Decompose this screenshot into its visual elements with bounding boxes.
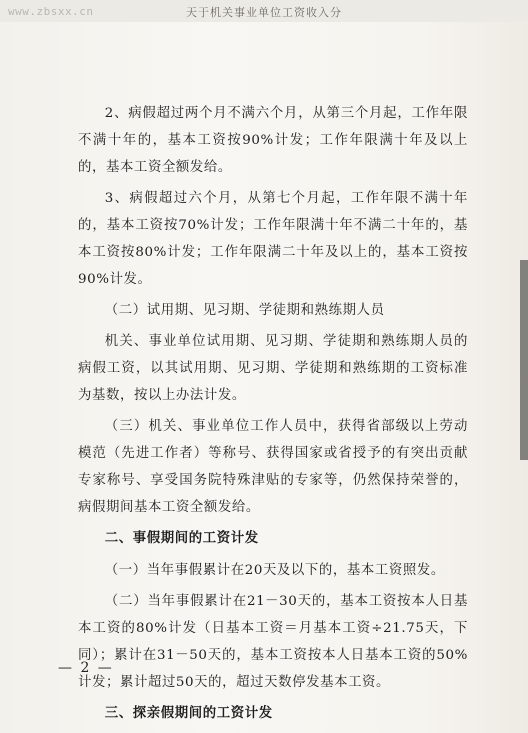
paragraph: 机关、事业单位试用期、见习期、学徒期和熟练期人员的病假工资，以其试用期、见习期、学徒期和熟练期的工资标准为基数，按以上办法计发。: [78, 334, 468, 403]
section-heading: 三、探亲假期间的工资计发: [104, 706, 273, 721]
paragraph: 2、病假超过两个月不满六个月，从第三个月起，工作年限不满十年的，基本工资按90%计发；工作年限满十年及以上的，基本工资全额发给。: [78, 106, 468, 175]
paragraph: （三）机关、事业单位工作人员中，获得省部级以上劳动模范（先进工作者）等称号、获得国家或省授予的有突出贡献专家称号、享受国务院特殊津贴的专家等，仍然保持荣誉的，病假期间基本工资全额发给。: [78, 419, 468, 515]
paragraph: （二）试用期、见习期、学徒期和熟练期人员: [104, 303, 385, 318]
page-number: — 2 —: [58, 660, 114, 676]
header-title: 天于机关事业单位工资收入分: [186, 6, 342, 19]
section-heading: 二、事假期间的工资计发: [104, 531, 259, 546]
paragraph: 3、病假超过六个月，从第七个月起，工作年限不满十年的，基本工资按70%计发；工作年限满十年不满二十年的，基本工资按80%计发；工作年限满二十年及以上的，基本工资按90%计发。: [78, 191, 468, 287]
document-body: [78, 100, 468, 732]
header-bar: [0, 0, 528, 22]
binding-edge-shadow: [520, 260, 528, 460]
watermark: www.zbsxx.cn: [8, 5, 94, 18]
paragraph: （二）当年事假累计在21－30天的，基本工资按本人日基本工资的80%计发（日基本工资＝月基本工资÷21.75天，下同）；累计在31－50天的，基本工资按本人日基本工资的50%计发；累计超过50天的，超过天数停发基本工资。: [78, 594, 468, 690]
paragraph: （一）当年事假累计在20天及以下的，基本工资照发。: [104, 563, 445, 578]
